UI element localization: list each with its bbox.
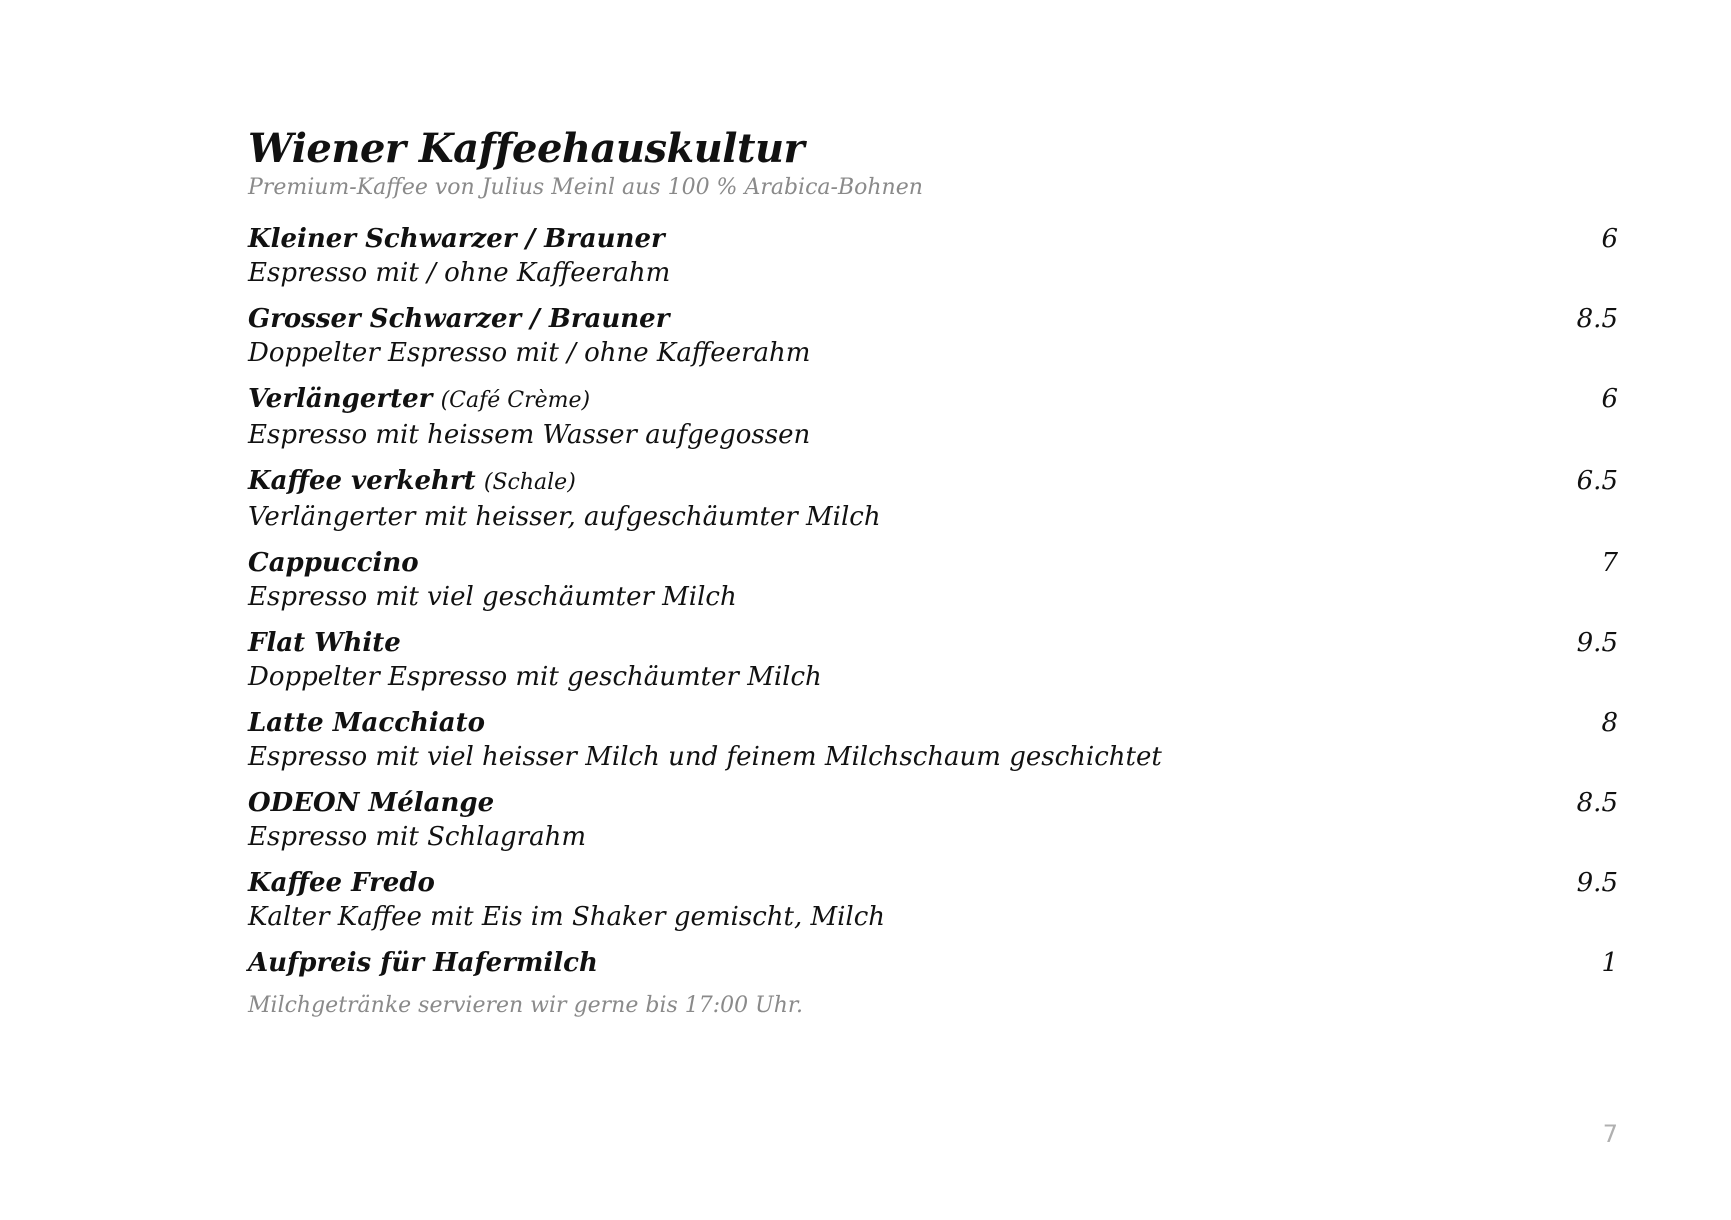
item-note: (Café Crème) — [440, 388, 591, 413]
page-subtitle: Premium-Kaffee von Julius Meinl aus 100 % Arabica-Bohnen — [248, 175, 923, 200]
menu-item — [248, 946, 1618, 980]
item-description: Doppelter Espresso mit / ohne Kaffeerahm — [248, 338, 811, 368]
item-description: Verlängerter mit heisser, aufgeschäumter Milch — [248, 502, 881, 532]
item-name: Kaffee Fredo — [248, 868, 435, 898]
item-name: Verlängerter — [248, 384, 433, 414]
item-price: 6.5 — [1576, 466, 1618, 496]
item-name: ODEON Mélange — [248, 788, 495, 818]
item-name: Latte Macchiato — [248, 708, 486, 738]
menu-item — [248, 546, 1618, 614]
item-price: 8 — [1601, 708, 1618, 738]
item-description: Espresso mit Schlagrahm — [248, 822, 586, 852]
menu-item — [248, 786, 1618, 854]
item-description: Espresso mit viel geschäumter Milch — [248, 582, 737, 612]
item-price: 1 — [1601, 948, 1618, 978]
item-price: 6 — [1601, 224, 1618, 254]
item-price: 7 — [1601, 548, 1618, 578]
item-description: Espresso mit / ohne Kaffeerahm — [248, 258, 671, 288]
item-price: 6 — [1601, 384, 1618, 414]
menu-list — [248, 222, 1618, 980]
item-description: Doppelter Espresso mit geschäumter Milch — [248, 662, 822, 692]
item-description: Espresso mit viel heisser Milch und feinem Milchschaum geschichtet — [248, 742, 1162, 772]
item-price: 9.5 — [1576, 868, 1618, 898]
menu-item — [248, 222, 1618, 290]
page-number: 7 — [1602, 1120, 1618, 1148]
menu-item — [248, 382, 1618, 452]
footnote: Milchgetränke servieren wir gerne bis 17:00 Uhr. — [248, 993, 803, 1018]
item-name: Aufpreis für Hafermilch — [248, 948, 598, 978]
item-name: Cappuccino — [248, 548, 419, 578]
item-name: Grosser Schwarzer / Brauner — [248, 304, 670, 334]
item-price: 8.5 — [1576, 304, 1618, 334]
menu-page — [248, 126, 1618, 1020]
menu-item — [248, 464, 1618, 534]
menu-item — [248, 626, 1618, 694]
item-description: Kalter Kaffee mit Eis im Shaker gemischt, Milch — [248, 902, 886, 932]
page-title: Wiener Kaffeehauskultur — [248, 125, 805, 172]
item-price: 8.5 — [1576, 788, 1618, 818]
item-price: 9.5 — [1576, 628, 1618, 658]
item-name: Flat White — [248, 628, 401, 658]
item-name: Kleiner Schwarzer / Brauner — [248, 224, 665, 254]
menu-item — [248, 866, 1618, 934]
menu-item — [248, 706, 1618, 774]
item-name: Kaffee verkehrt — [248, 466, 476, 496]
item-note: (Schale) — [483, 470, 576, 495]
item-description: Espresso mit heissem Wasser aufgegossen — [248, 420, 811, 450]
menu-item — [248, 302, 1618, 370]
